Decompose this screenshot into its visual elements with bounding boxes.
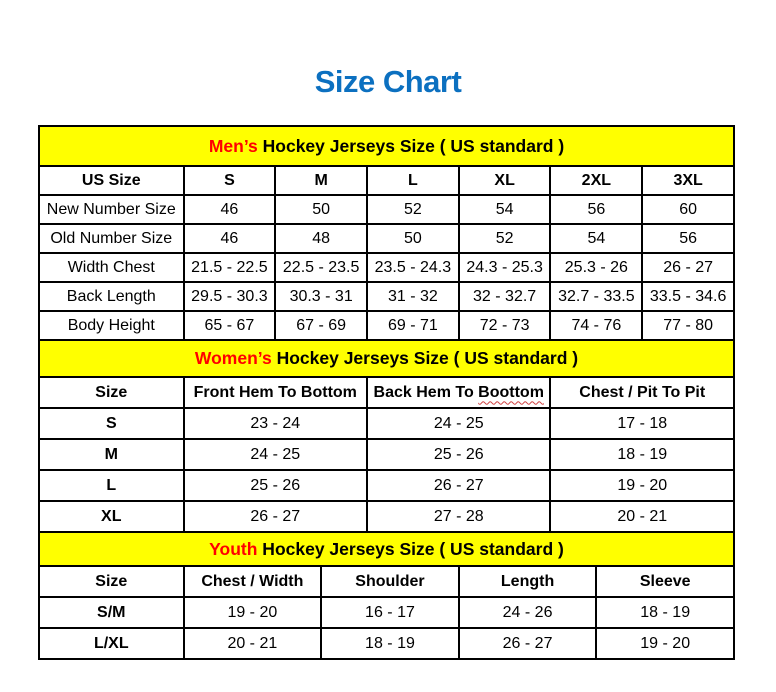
table-row bbox=[39, 439, 734, 470]
page-title: Size Chart bbox=[314, 64, 462, 99]
column-header: US Size bbox=[39, 166, 184, 195]
mens-size-table bbox=[38, 125, 735, 341]
misspelled-word: Boottom bbox=[478, 383, 544, 401]
value-cell: 25 - 26 bbox=[184, 470, 367, 501]
value-cell: 77 - 80 bbox=[642, 311, 734, 340]
value-cell: 26 - 27 bbox=[184, 501, 367, 532]
value-cell: 56 bbox=[550, 195, 642, 224]
value-cell: 26 - 27 bbox=[459, 628, 597, 659]
value-cell: 18 - 19 bbox=[321, 628, 459, 659]
value-cell: 27 - 28 bbox=[367, 501, 550, 532]
value-cell: 50 bbox=[275, 195, 367, 224]
table-row bbox=[39, 501, 734, 532]
value-cell: 18 - 19 bbox=[596, 597, 734, 628]
value-cell: 17 - 18 bbox=[550, 408, 734, 439]
value-cell: 56 bbox=[642, 224, 734, 253]
value-cell: 24 - 26 bbox=[459, 597, 597, 628]
value-cell: 22.5 - 23.5 bbox=[275, 253, 367, 282]
value-cell: 25.3 - 26 bbox=[550, 253, 642, 282]
column-header: Chest / Pit To Pit bbox=[550, 377, 734, 408]
value-cell: 52 bbox=[459, 224, 551, 253]
column-header: 2XL bbox=[550, 166, 642, 195]
table-row bbox=[39, 224, 734, 253]
banner-text: Hockey Jerseys Size ( US standard ) bbox=[257, 538, 564, 559]
column-header: Front Hem To Bottom bbox=[184, 377, 367, 408]
column-header: Sleeve bbox=[596, 566, 734, 597]
banner-text: Hockey Jerseys Size ( US standard ) bbox=[257, 135, 565, 156]
value-cell: 69 - 71 bbox=[367, 311, 459, 340]
value-cell: 54 bbox=[459, 195, 551, 224]
column-header: Size bbox=[39, 566, 184, 597]
value-cell: 24.3 - 25.3 bbox=[459, 253, 551, 282]
row-label: Width Chest bbox=[39, 253, 184, 282]
mens-banner-title bbox=[39, 126, 734, 166]
value-cell: 46 bbox=[184, 224, 276, 253]
mens-banner-row bbox=[39, 126, 734, 166]
value-cell: 26 - 27 bbox=[367, 470, 550, 501]
column-header: XL bbox=[459, 166, 551, 195]
table-row bbox=[39, 408, 734, 439]
value-cell: 24 - 25 bbox=[184, 439, 367, 470]
mens-column-header-row bbox=[39, 166, 734, 195]
value-cell: 54 bbox=[550, 224, 642, 253]
row-label: L/XL bbox=[39, 628, 184, 659]
value-cell: 50 bbox=[367, 224, 459, 253]
row-label: XL bbox=[39, 501, 184, 532]
youth-size-table bbox=[38, 531, 735, 660]
youth-banner-title bbox=[39, 532, 734, 566]
value-cell: 52 bbox=[367, 195, 459, 224]
value-cell: 72 - 73 bbox=[459, 311, 551, 340]
column-header: S bbox=[184, 166, 276, 195]
column-header: 3XL bbox=[642, 166, 734, 195]
womens-banner-title bbox=[39, 340, 734, 377]
table-row bbox=[39, 597, 734, 628]
size-tables-container bbox=[38, 125, 735, 660]
value-cell: 19 - 20 bbox=[596, 628, 734, 659]
youth-banner-row bbox=[39, 532, 734, 566]
banner-accent-word: Women’s bbox=[194, 348, 272, 368]
banner-accent-word: Men’s bbox=[208, 135, 258, 156]
row-label: S bbox=[39, 408, 184, 439]
table-row bbox=[39, 470, 734, 501]
value-cell: 25 - 26 bbox=[367, 439, 550, 470]
value-cell: 18 - 19 bbox=[550, 439, 734, 470]
womens-column-header-row bbox=[39, 377, 734, 408]
value-cell: 65 - 67 bbox=[184, 311, 276, 340]
value-cell: 74 - 76 bbox=[550, 311, 642, 340]
value-cell: 33.5 - 34.6 bbox=[642, 282, 734, 311]
value-cell: 21.5 - 22.5 bbox=[184, 253, 276, 282]
row-label: L bbox=[39, 470, 184, 501]
row-label: Body Height bbox=[39, 311, 184, 340]
table-row bbox=[39, 195, 734, 224]
column-header: Back Hem To Boottom bbox=[367, 377, 550, 408]
value-cell: 16 - 17 bbox=[321, 597, 459, 628]
column-header: M bbox=[275, 166, 367, 195]
table-row bbox=[39, 253, 734, 282]
column-header: Shoulder bbox=[321, 566, 459, 597]
value-cell: 23 - 24 bbox=[184, 408, 367, 439]
value-cell: 26 - 27 bbox=[642, 253, 734, 282]
value-cell: 29.5 - 30.3 bbox=[184, 282, 276, 311]
column-header: Chest / Width bbox=[184, 566, 322, 597]
row-label: Old Number Size bbox=[39, 224, 184, 253]
value-cell: 20 - 21 bbox=[184, 628, 322, 659]
womens-banner-row bbox=[39, 340, 734, 377]
value-cell: 24 - 25 bbox=[367, 408, 550, 439]
value-cell: 31 - 32 bbox=[367, 282, 459, 311]
banner-accent-word: Youth bbox=[209, 538, 258, 559]
value-cell: 67 - 69 bbox=[275, 311, 367, 340]
value-cell: 20 - 21 bbox=[550, 501, 734, 532]
column-header: L bbox=[367, 166, 459, 195]
banner-text: Hockey Jerseys Size ( US standard ) bbox=[271, 348, 579, 368]
column-header: Size bbox=[39, 377, 184, 408]
table-row bbox=[39, 282, 734, 311]
value-cell: 48 bbox=[275, 224, 367, 253]
value-cell: 19 - 20 bbox=[550, 470, 734, 501]
value-cell: 30.3 - 31 bbox=[275, 282, 367, 311]
row-label: S/M bbox=[39, 597, 184, 628]
value-cell: 23.5 - 24.3 bbox=[367, 253, 459, 282]
row-label: New Number Size bbox=[39, 195, 184, 224]
column-header: Length bbox=[459, 566, 597, 597]
value-cell: 60 bbox=[642, 195, 734, 224]
value-cell: 32 - 32.7 bbox=[459, 282, 551, 311]
value-cell: 19 - 20 bbox=[184, 597, 322, 628]
row-label: Back Length bbox=[39, 282, 184, 311]
value-cell: 46 bbox=[184, 195, 276, 224]
table-row bbox=[39, 311, 734, 340]
womens-size-table bbox=[38, 339, 735, 533]
youth-column-header-row bbox=[39, 566, 734, 597]
value-cell: 32.7 - 33.5 bbox=[550, 282, 642, 311]
row-label: M bbox=[39, 439, 184, 470]
table-row bbox=[39, 628, 734, 659]
